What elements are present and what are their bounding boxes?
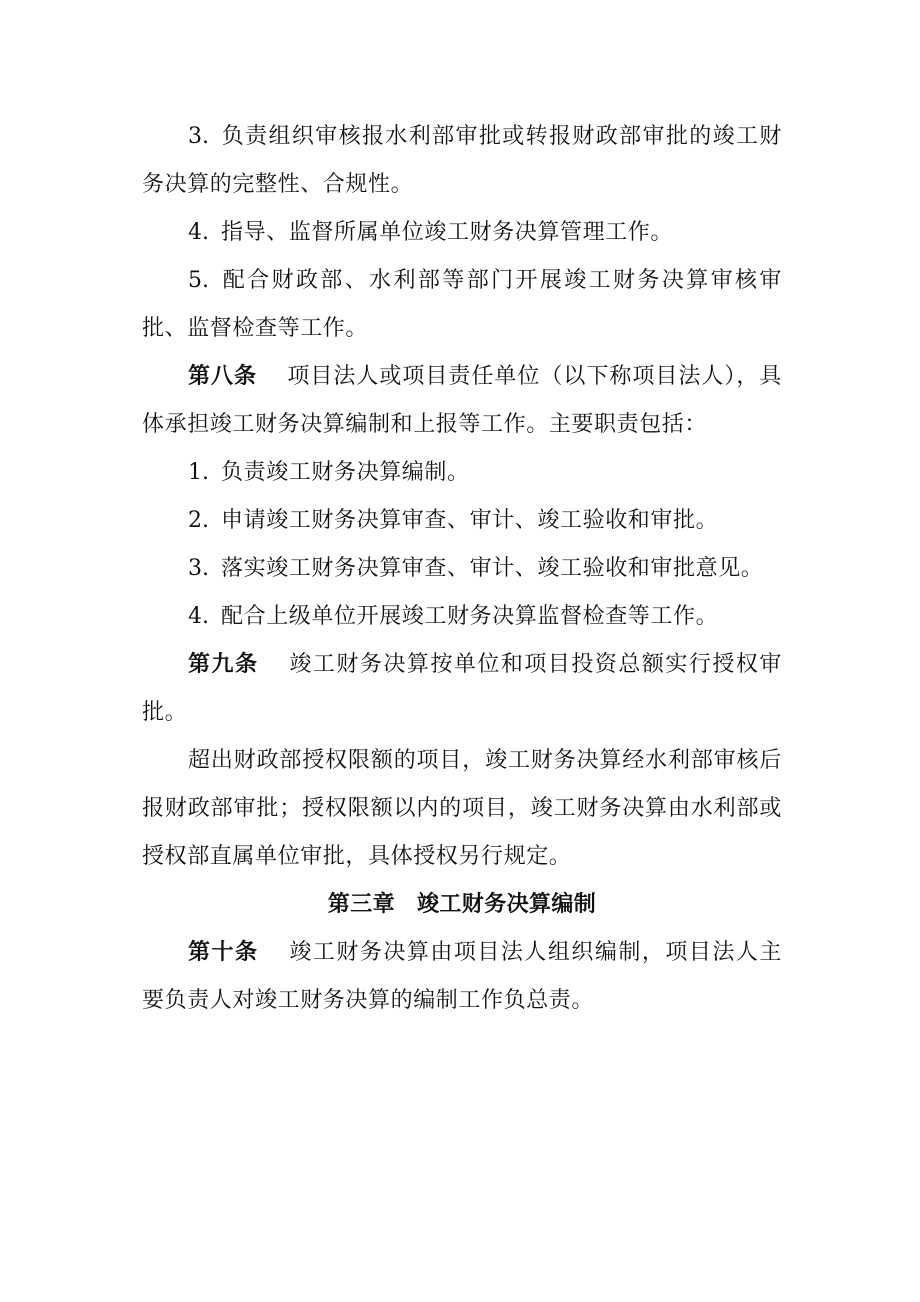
list-number: 3. [188,556,209,581]
article-paragraph [142,353,782,449]
list-item [142,545,782,593]
chapter-heading [142,881,782,929]
chapter-label: 第三章 [327,892,395,917]
document-page [142,113,782,1025]
body-paragraph: 超出财政部授权限额的项目，竣工财务决算经水利部审核后报财政部审批；授权限额以内的项目，竣工财务决算由水利部或授权部直属单位审批，具体授权另行规定。 [142,748,782,869]
list-item [142,257,782,353]
article-text: 竣工财务决算由项目法人组织编制，项目法人主要负责人对竣工财务决算的编制工作负总责。 [142,940,782,1013]
list-item [142,113,782,209]
list-number: 1. [188,460,209,485]
list-item [142,593,782,641]
list-item [142,497,782,545]
article-label: 第九条 [188,652,259,677]
article-paragraph [142,929,782,1025]
article-text: 项目法人或项目责任单位（以下称项目法人），具体承担竣工财务决算编制和上报等工作。主要职责包括： [142,364,782,437]
article-text: 竣工财务决算按单位和项目投资总额实行授权审批。 [142,652,782,725]
article-label: 第十条 [188,940,259,965]
list-text: 指导、监督所属单位竣工财务决算管理工作。 [221,220,674,245]
list-item [142,209,782,257]
list-number: 4. [188,604,209,629]
list-number: 2. [188,508,209,533]
list-text: 落实竣工财务决算审查、审计、竣工验收和审批意见。 [221,556,764,581]
list-text: 负责竣工财务决算编制。 [221,460,470,485]
list-text: 配合上级单位开展竣工财务决算监督检查等工作。 [221,604,719,629]
list-text: 申请竣工财务决算审查、审计、竣工验收和审批。 [221,508,719,533]
list-item [142,449,782,497]
article-paragraph [142,641,782,737]
list-number: 5. [188,268,209,293]
article-label: 第八条 [188,364,257,389]
list-text: 负责组织审核报水利部审批或转报财政部审批的竣工财务决算的完整性、合规性。 [142,124,782,197]
chapter-title: 竣工财务决算编制 [417,892,597,917]
list-number: 4. [188,220,209,245]
list-text: 配合财政部、水利部等部门开展竣工财务决算审核审批、监督检查等工作。 [142,268,782,341]
list-number: 3. [188,124,209,149]
